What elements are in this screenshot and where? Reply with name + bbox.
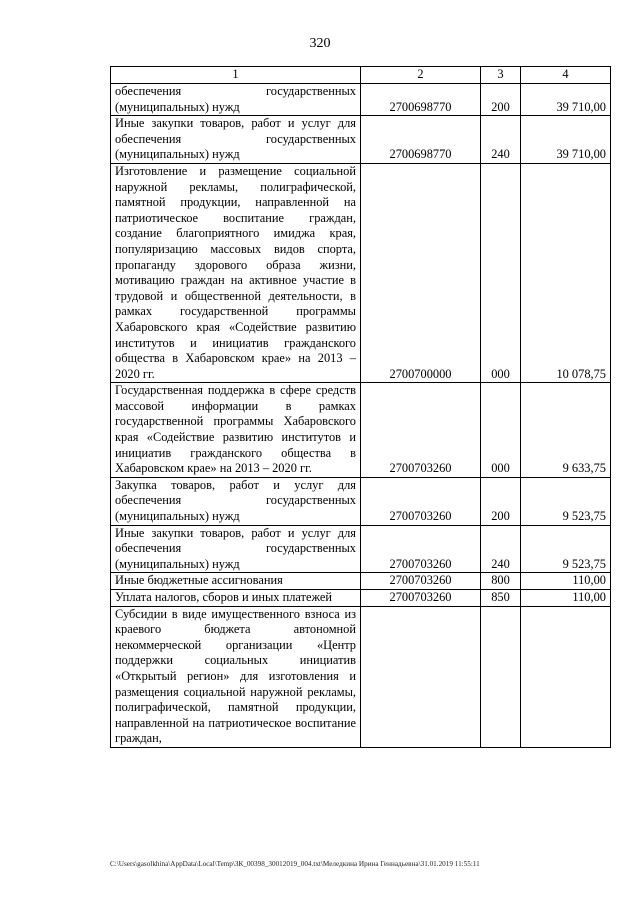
row-name: Иные закупки товаров, работ и услуг для обеспечения государственных (муниципальных) нужд [111,116,361,164]
table-row [111,525,611,573]
row-name: Иные бюджетные ассигнования [111,573,361,590]
row-amount: 110,00 [521,590,611,607]
row-amount: 9 523,75 [521,477,611,525]
row-amount: 39 710,00 [521,116,611,164]
header-cell-amount: 4 [521,67,611,84]
row-code: 2700703260 [361,525,481,573]
row-amount: 110,00 [521,573,611,590]
row-amount: 39 710,00 [521,84,611,116]
table-row [111,116,611,164]
row-code: 2700703260 [361,477,481,525]
header-cell-code: 2 [361,67,481,84]
row-kind: 800 [481,573,521,590]
row-kind: 240 [481,116,521,164]
row-kind: 000 [481,383,521,478]
row-code [361,606,481,747]
row-kind: 000 [481,163,521,382]
row-kind: 850 [481,590,521,607]
row-kind [481,606,521,747]
row-code: 2700703260 [361,573,481,590]
row-code: 2700703260 [361,590,481,607]
header-cell-name: 1 [111,67,361,84]
row-amount: 10 078,75 [521,163,611,382]
row-amount: 9 523,75 [521,525,611,573]
table-row [111,84,611,116]
budget-table [110,66,611,748]
table-row [111,573,611,590]
file-path-footer: C:\Users\gasolkhina\AppData\Local\Temp\ЗК_00398_30012019_004.txt\Меледкина Ирина Геннадьевна\31.01.2019 11:55:11 [110,860,480,868]
row-name: Изготовление и размещение социальной наружной рекламы, полиграфической, памятной продукции, направленной на патриотическое воспитание граждан, создание благоприятного имиджа края, популяризацию массовых видов спорта, пропаганду здорового образа жизни, мотивацию граждан на активное участие в трудовой и общественной деятельности, в рамках государственной программы Хабаровского края «Содействие развитию институтов и инициатив гражданского общества в Хабаровском крае» на 2013 – 2020 гг. [111,163,361,382]
row-name: Закупка товаров, работ и услуг для обеспечения государственных (муниципальных) нужд [111,477,361,525]
table-row [111,590,611,607]
row-amount: 9 633,75 [521,383,611,478]
row-code: 2700703260 [361,383,481,478]
row-code: 2700700000 [361,163,481,382]
row-name: обеспечения государственных (муниципальных) нужд [111,84,361,116]
row-kind: 240 [481,525,521,573]
row-name: Субсидии в виде имущественного взноса из краевого бюджета автономной некоммерческой организации «Центр поддержки социальных инициатив «Открытый регион» для изготовления и размещения социальной наружной рекламы, полиграфической, памятной продукции, направленной на патриотическое воспитание граждан, [111,606,361,747]
table-row [111,383,611,478]
header-cell-kind: 3 [481,67,521,84]
table-row [111,163,611,382]
table-row [111,606,611,747]
table-row [111,477,611,525]
row-code: 2700698770 [361,84,481,116]
row-kind: 200 [481,477,521,525]
row-code: 2700698770 [361,116,481,164]
row-kind: 200 [481,84,521,116]
row-amount [521,606,611,747]
row-name: Иные закупки товаров, работ и услуг для обеспечения государственных (муниципальных) нужд [111,525,361,573]
table-header-row [111,67,611,84]
row-name: Уплата налогов, сборов и иных платежей [111,590,361,607]
row-name: Государственная поддержка в сфере средств массовой информации в рамках государственной программы Хабаровского края «Содействие развитию институтов и инициатив гражданского общества в Хабаровском крае» на 2013 – 2020 гг. [111,383,361,478]
page-number: 320 [309,36,331,51]
